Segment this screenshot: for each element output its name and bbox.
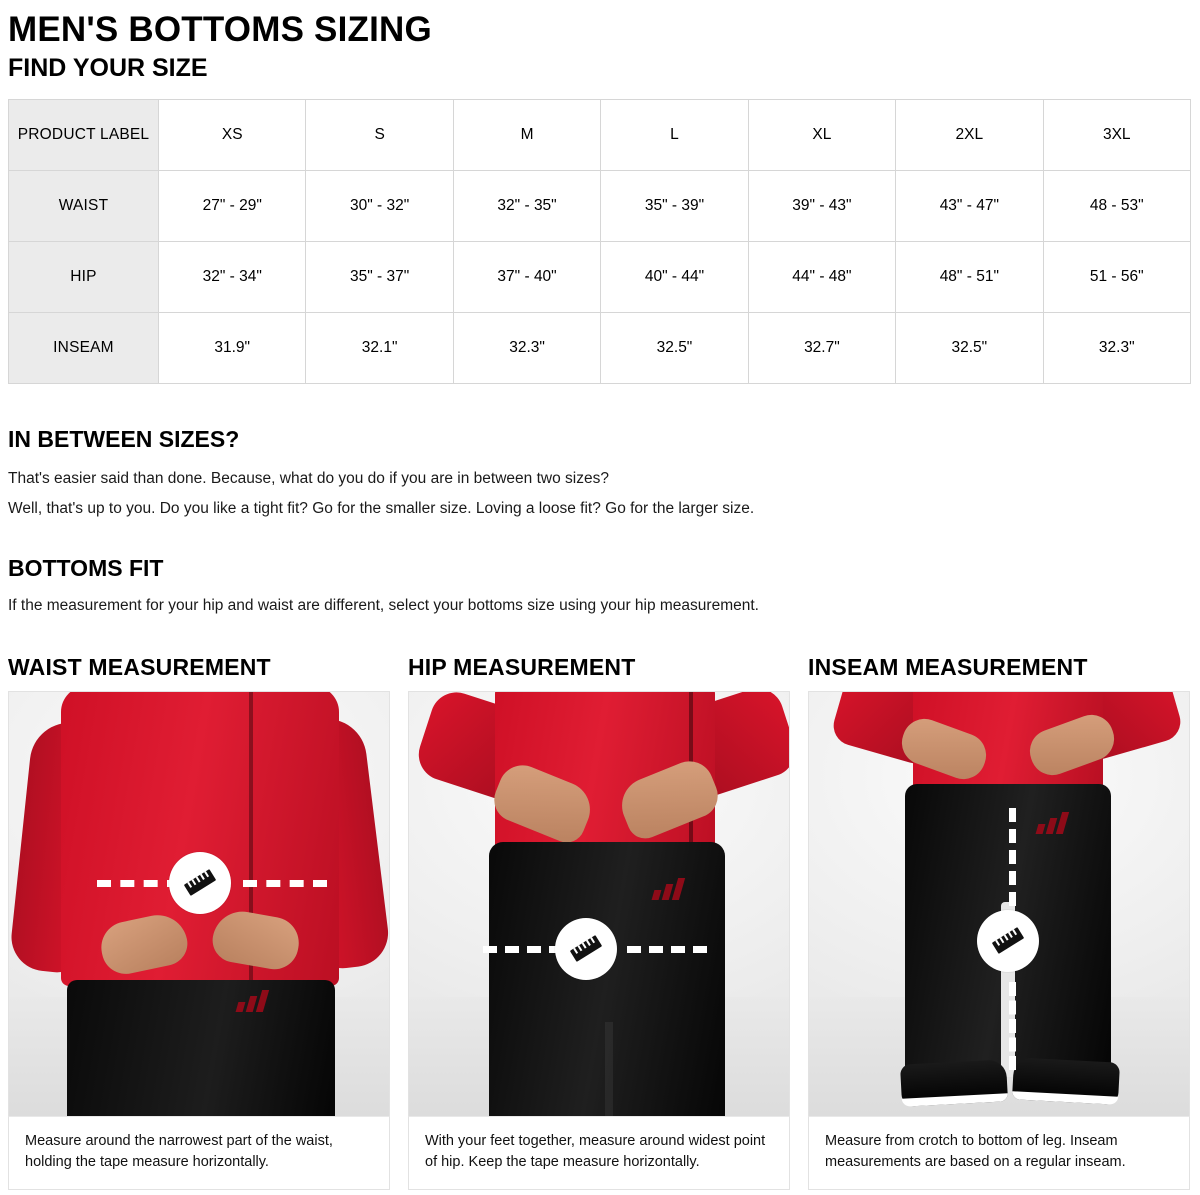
cell-hip-s: 35" - 37" bbox=[306, 241, 453, 312]
tape-measure-icon bbox=[169, 852, 231, 914]
cell-hip-3xl: 51 - 56" bbox=[1043, 241, 1190, 312]
in-between-sizes-line-1: That's easier said than done. Because, what do you do if you are in between two sizes? bbox=[8, 469, 609, 487]
row-label-waist: WAIST bbox=[9, 170, 159, 241]
cell-inseam-s: 32.1" bbox=[306, 312, 453, 383]
cell-inseam-l: 32.5" bbox=[601, 312, 748, 383]
cell-hip-xs: 32" - 34" bbox=[159, 241, 306, 312]
table-corner-label: PRODUCT LABEL bbox=[9, 99, 159, 170]
page-subtitle: FIND YOUR SIZE bbox=[8, 54, 208, 83]
card-inseam-photo bbox=[808, 691, 1190, 1116]
cell-inseam-2xl: 32.5" bbox=[896, 312, 1043, 383]
card-waist-measurement bbox=[8, 654, 390, 1190]
card-inseam-caption: Measure from crotch to bottom of leg. Inseam measurements are based on a regular inseam. bbox=[808, 1116, 1190, 1190]
cell-waist-xs: 27" - 29" bbox=[159, 170, 306, 241]
measurement-cards bbox=[8, 654, 1192, 1190]
card-waist-photo bbox=[8, 691, 390, 1116]
card-hip-title: HIP MEASUREMENT bbox=[408, 653, 636, 680]
table-row bbox=[9, 170, 1191, 241]
hip-measure-line-right bbox=[627, 946, 707, 953]
cell-hip-l: 40" - 44" bbox=[601, 241, 748, 312]
cell-waist-m: 32" - 35" bbox=[453, 170, 600, 241]
table-column-header-2xl: 2XL bbox=[896, 99, 1043, 170]
cell-waist-2xl: 43" - 47" bbox=[896, 170, 1043, 241]
size-chart-table bbox=[8, 99, 1191, 384]
card-hip-photo bbox=[408, 691, 790, 1116]
in-between-sizes-title: IN BETWEEN SIZES? bbox=[8, 425, 240, 452]
model-right-shoe bbox=[1012, 1057, 1120, 1104]
card-hip-caption: With your feet together, measure around widest point of hip. Keep the tape measure horizontally. bbox=[408, 1116, 790, 1190]
page-title: MEN'S BOTTOMS SIZING bbox=[8, 10, 432, 49]
card-hip-measurement bbox=[408, 654, 790, 1190]
bottoms-fit-line-1: If the measurement for your hip and waist are different, select your bottoms size using your hip measurement. bbox=[8, 596, 759, 614]
cell-waist-s: 30" - 32" bbox=[306, 170, 453, 241]
inseam-measure-line-upper bbox=[1009, 808, 1016, 906]
table-row bbox=[9, 241, 1191, 312]
in-between-sizes-line-2: Well, that's up to you. Do you like a tight fit? Go for the smaller size. Loving a loose fit? Go for the larger size. bbox=[8, 499, 755, 517]
card-inseam-measurement bbox=[808, 654, 1190, 1190]
hip-measure-line-left bbox=[483, 946, 563, 953]
cell-inseam-m: 32.3" bbox=[453, 312, 600, 383]
cell-inseam-3xl: 32.3" bbox=[1043, 312, 1190, 383]
tape-measure-icon bbox=[555, 918, 617, 980]
cell-inseam-xs: 31.9" bbox=[159, 312, 306, 383]
cell-inseam-xl: 32.7" bbox=[748, 312, 895, 383]
card-waist-title: WAIST MEASUREMENT bbox=[8, 653, 271, 680]
table-column-header-s: S bbox=[306, 99, 453, 170]
row-label-inseam: INSEAM bbox=[9, 312, 159, 383]
brand-logo-icon bbox=[237, 990, 271, 1012]
cell-hip-xl: 44" - 48" bbox=[748, 241, 895, 312]
card-waist-caption: Measure around the narrowest part of the waist, holding the tape measure horizontally. bbox=[8, 1116, 390, 1190]
cell-hip-m: 37" - 40" bbox=[453, 241, 600, 312]
bottoms-fit-title: BOTTOMS FIT bbox=[8, 554, 164, 581]
brand-logo-icon bbox=[653, 878, 687, 900]
waist-measure-line-right bbox=[243, 880, 327, 887]
model-pants bbox=[67, 980, 335, 1116]
table-header-row bbox=[9, 99, 1191, 170]
inseam-measure-line-lower bbox=[1009, 982, 1016, 1070]
brand-logo-icon bbox=[1037, 812, 1071, 834]
table-column-header-3xl: 3XL bbox=[1043, 99, 1190, 170]
row-label-hip: HIP bbox=[9, 241, 159, 312]
cell-waist-xl: 39" - 43" bbox=[748, 170, 895, 241]
table-column-header-xs: XS bbox=[159, 99, 306, 170]
cell-waist-3xl: 48 - 53" bbox=[1043, 170, 1190, 241]
tape-measure-icon bbox=[977, 910, 1039, 972]
cell-hip-2xl: 48" - 51" bbox=[896, 241, 1043, 312]
table-column-header-xl: XL bbox=[748, 99, 895, 170]
pants-center-seam bbox=[605, 1022, 613, 1116]
card-inseam-title: INSEAM MEASUREMENT bbox=[808, 653, 1088, 680]
table-column-header-l: L bbox=[601, 99, 748, 170]
model-left-shoe bbox=[900, 1059, 1008, 1106]
cell-waist-l: 35" - 39" bbox=[601, 170, 748, 241]
table-column-header-m: M bbox=[453, 99, 600, 170]
table-row bbox=[9, 312, 1191, 383]
